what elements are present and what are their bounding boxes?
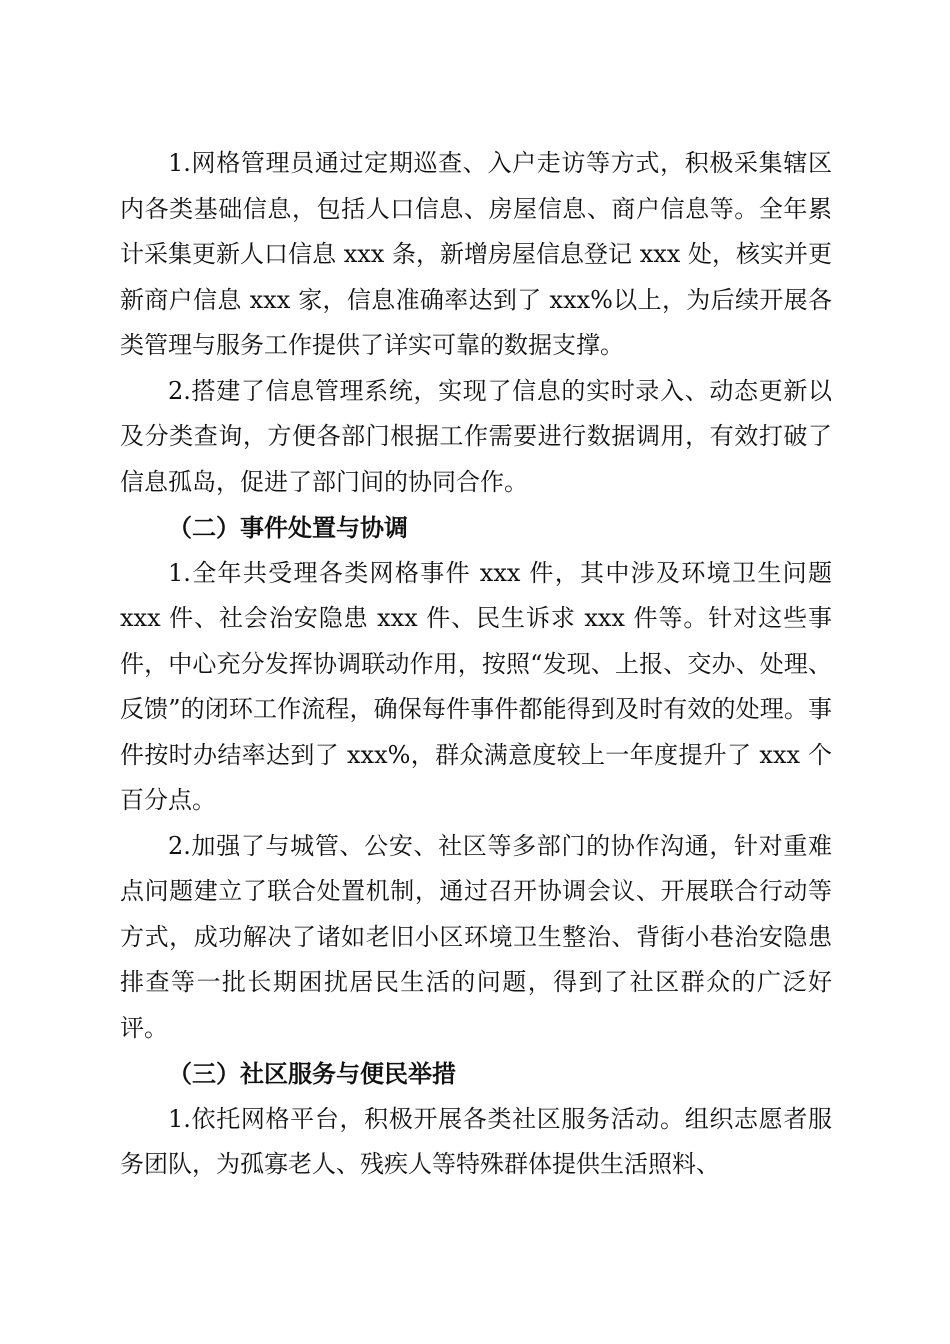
- document-body: [120, 141, 832, 1188]
- paragraph-volunteer-service: 1.依托网格平台，积极开展各类社区服务活动。组织志愿者服务团队，为孤寡老人、残疾人等特殊群体提供生活照料、: [120, 1104, 832, 1178]
- paragraph-cooperation: 2.加强了与城管、公安、社区等多部门的协作沟通，针对重难点问题建立了联合处置机制，通过召开协调会议、开展联合行动等方式，成功解决了诸如老旧小区环境卫生整治、背街小巷治安隐患排查等一批长期困扰居民生活的问题，得到了社区群众的广泛好评。: [120, 831, 832, 1042]
- section-heading-event-handling: （二）事件处置与协调: [168, 513, 408, 542]
- paragraph-info-system: 2.搭建了信息管理系统，实现了信息的实时录入、动态更新以及分类查询，方便各部门根据工作需要进行数据调用，有效打破了信息孤岛，促进了部门间的协同合作。: [120, 376, 832, 496]
- section-heading-community-service: （三）社区服务与便民举措: [168, 1059, 456, 1088]
- paragraph-info-collection: 1.网格管理员通过定期巡查、入户走访等方式，积极采集辖区内各类基础信息，包括人口信息、房屋信息、商户信息等。全年累计采集更新人口信息 xxx 条，新增房屋信息登记 xxx 处，核实并更新商户信息 xxx 家，信息准确率达到了 xxx%以上，为后续开展各类管理与服务工作提供了详实可靠的数据支撑。: [120, 149, 832, 359]
- paragraph-event-stats: 1.全年共受理各类网格事件 xxx 件，其中涉及环境卫生问题 xxx 件、社会治安隐患 xxx 件、民生诉求 xxx 件等。针对这些事件，中心充分发挥协调联动作用，按照“发现、上报、交办、处理、反馈”的闭环工作流程，确保每件事件都能得到及时有效的处理。事件按时办结率达到了 xxx%，群众满意度较上一年度提升了 xxx 个百分点。: [120, 558, 832, 814]
